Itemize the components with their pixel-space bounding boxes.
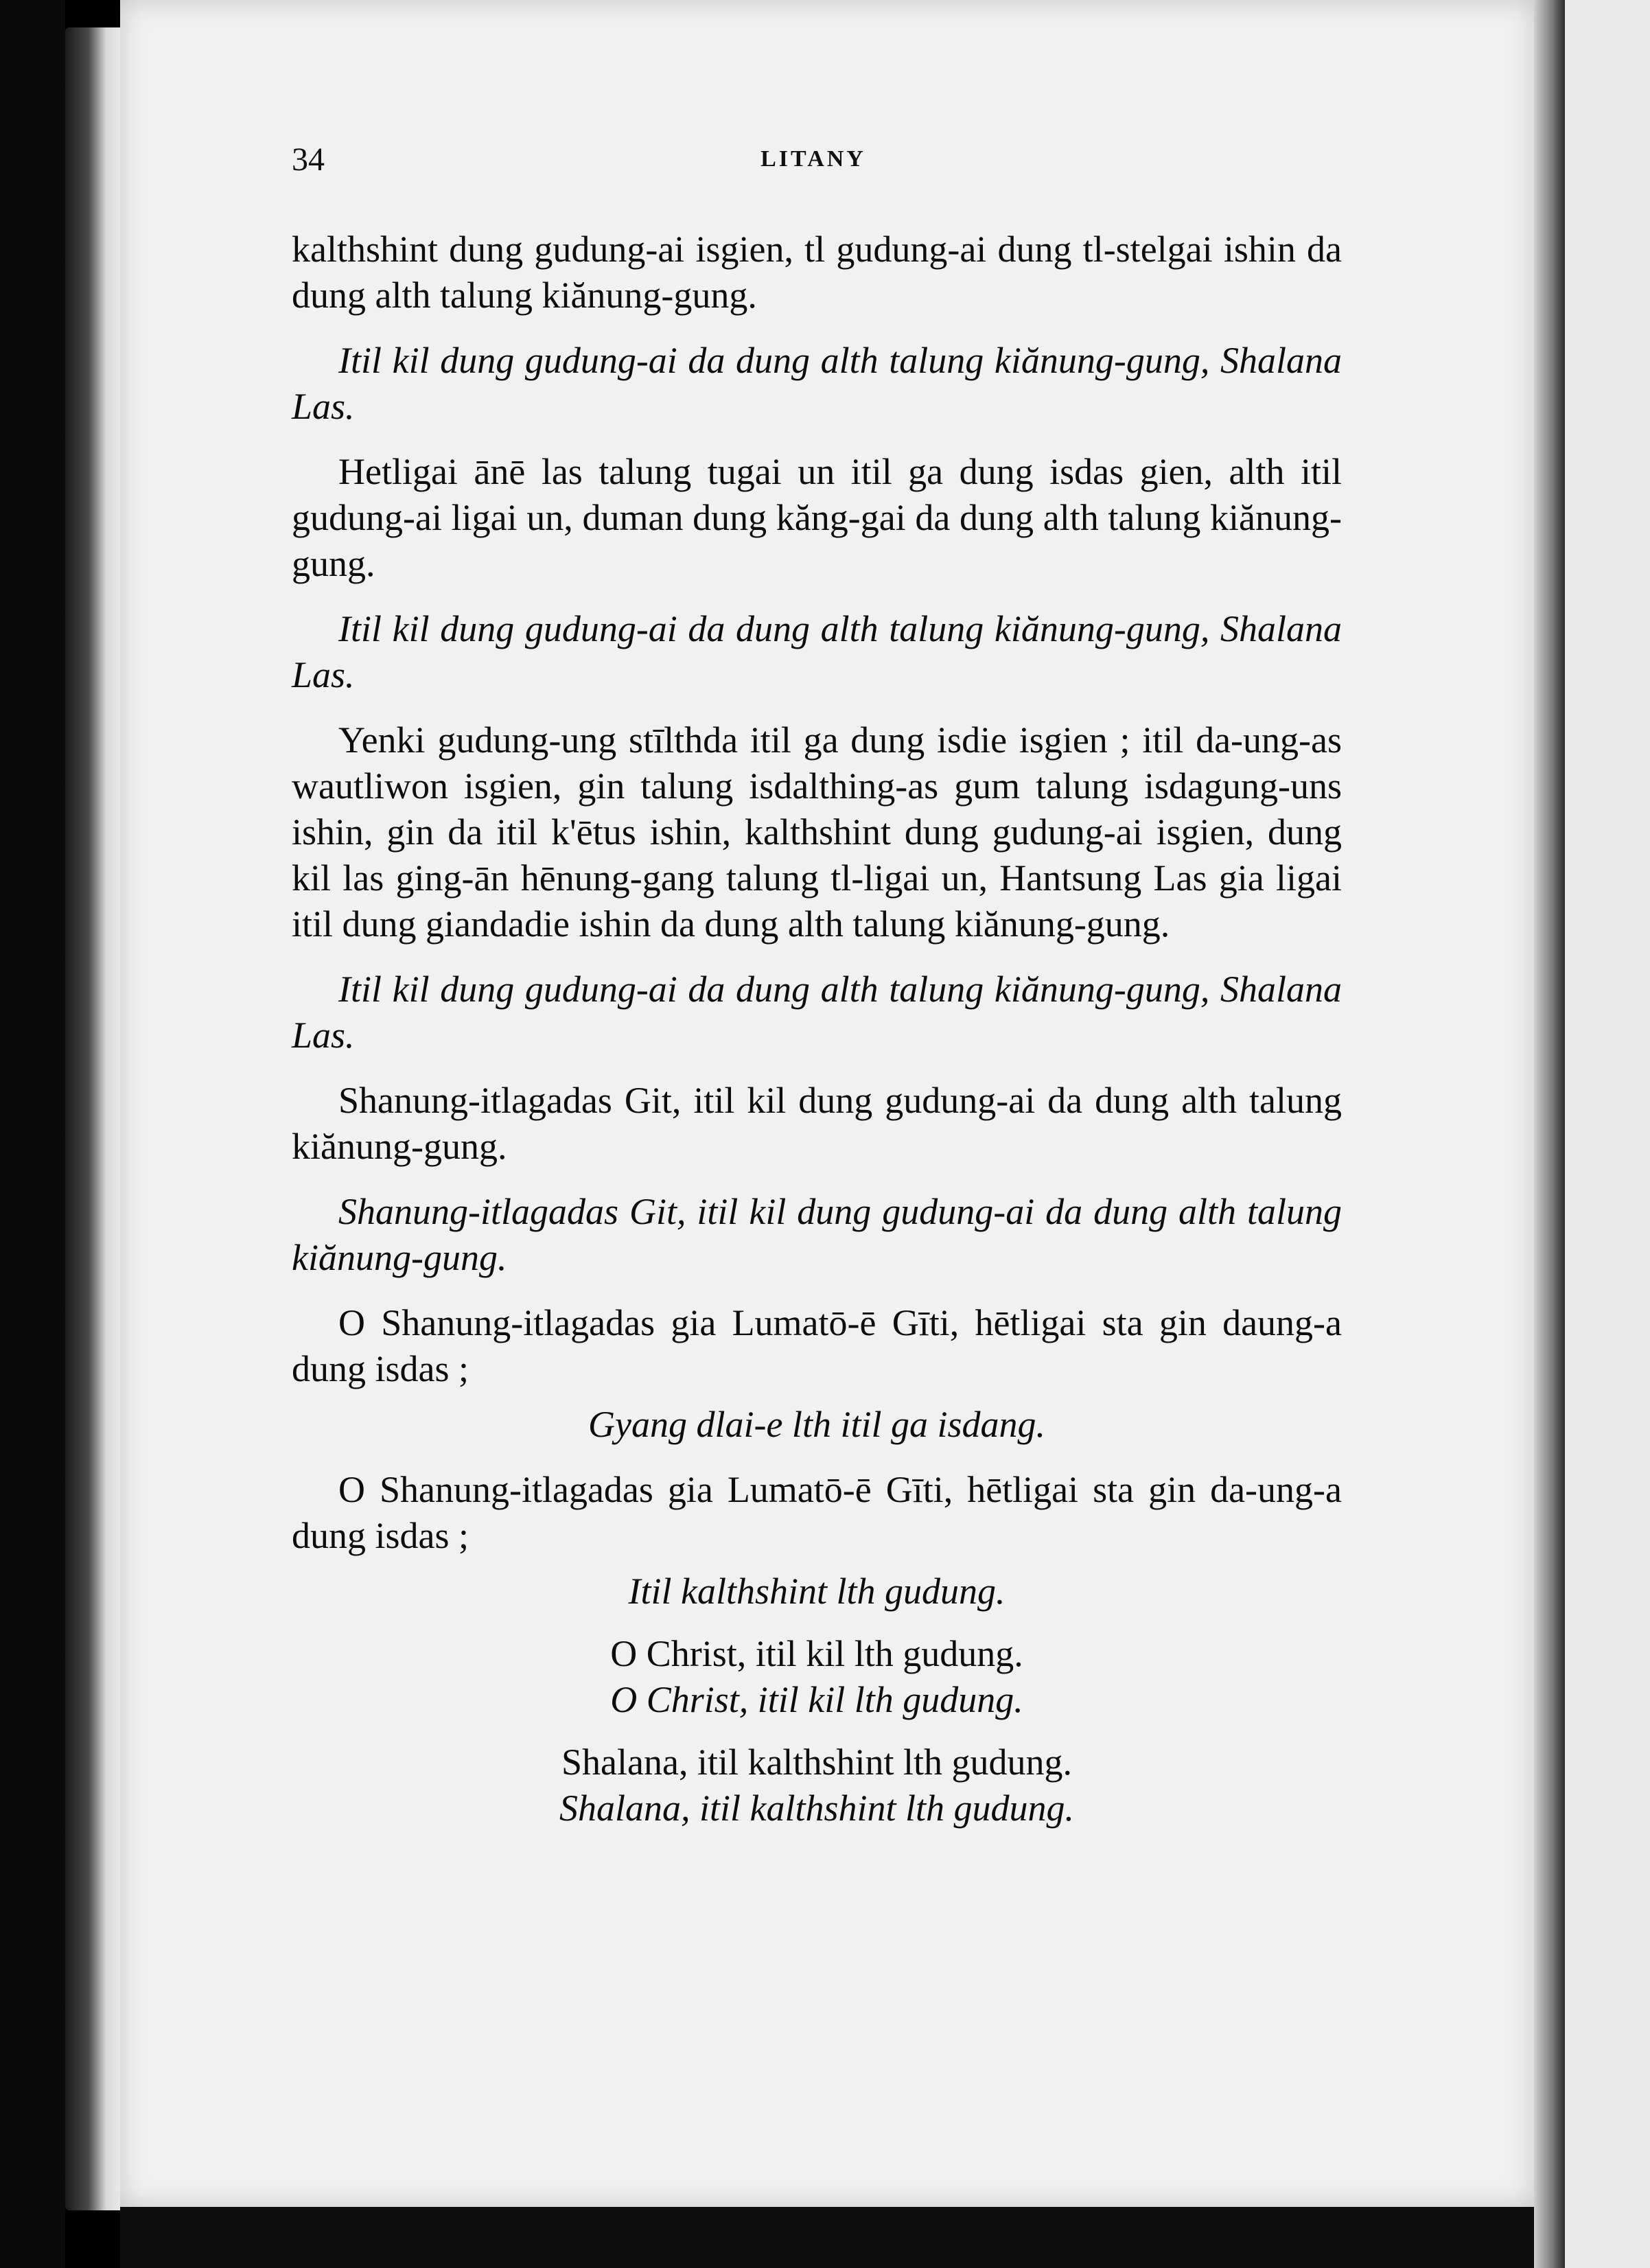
versicle-line: O Christ, itil kil lth gudung.	[610, 1633, 1023, 1674]
response-paragraph: Itil kil dung gudung-ai da dung alth talung kiănung-gung, Shalana Las.	[292, 340, 1342, 427]
response-line: Shalana, itil kalthshint lth gudung.	[559, 1787, 1074, 1829]
running-title: LITANY	[760, 146, 866, 172]
response-line: Itil kalthshint lth gudung.	[628, 1571, 1006, 1612]
paragraph: kalthshint dung gudung-ai isgien, tl gudung-ai dung tl-stelgai ishin da dung alth talung kiănung-gung.	[292, 229, 1342, 316]
paragraph: O Shanung-itlagadas gia Lumatō-ē Gīti, hētligai sta gin daung-a dung isdas ;	[292, 1302, 1342, 1389]
paragraph: O Shanung-itlagadas gia Lumatō-ē Gīti, hētligai sta gin da-ung-a dung isdas ;	[292, 1469, 1342, 1556]
response-paragraph: Itil kil dung gudung-ai da dung alth talung kiănung-gung, Shalana Las.	[292, 969, 1342, 1056]
scan-background-left	[0, 0, 65, 2268]
paragraph: Hetligai ānē las talung tugai un itil ga dung isdas gien, alth itil gudung-ai ligai un, duman dung kăng-gai da dung alth talung kiănung-gung.	[292, 451, 1342, 584]
page-number: 34	[292, 141, 325, 178]
response-paragraph: Shanung-itlagadas Git, itil kil dung gudung-ai da dung alth talung kiănung-gung.	[292, 1191, 1342, 1278]
response-paragraph: Itil kil dung gudung-ai da dung alth talung kiănung-gung, Shalana Las.	[292, 608, 1342, 695]
paragraph: Shanung-itlagadas Git, itil kil dung gudung-ai da dung alth talung kiănung-gung.	[292, 1080, 1342, 1167]
book-spine	[65, 27, 124, 2210]
text-body	[292, 227, 1342, 1831]
paragraph: Yenki gudung-ung stīlthda itil ga dung isdie isgien ; itil da-ung-as wautliwon isgien, gin talung isdalthing-as gum talung isdagung-uns ishin, gin da itil k'ētus ishin, kalthshint dung gudung-ai isgien, dung kil las ging-ān hēnung-gang talung tl-ligai un, Hantsung Las gia ligai itil dung giandadie ishin da dung alth talung kiănung-gung.	[292, 719, 1342, 945]
running-head	[292, 141, 1335, 196]
response-line: O Christ, itil kil lth gudung.	[610, 1679, 1023, 1720]
response-line: Gyang dlai-e lth itil ga isdang.	[588, 1404, 1045, 1445]
versicle-line: Shalana, itil kalthshint lth gudung.	[561, 1741, 1072, 1783]
scan-background-bottom	[120, 2207, 1534, 2268]
page-edge-shadow	[1534, 0, 1565, 2268]
facing-page	[1565, 0, 1650, 2268]
